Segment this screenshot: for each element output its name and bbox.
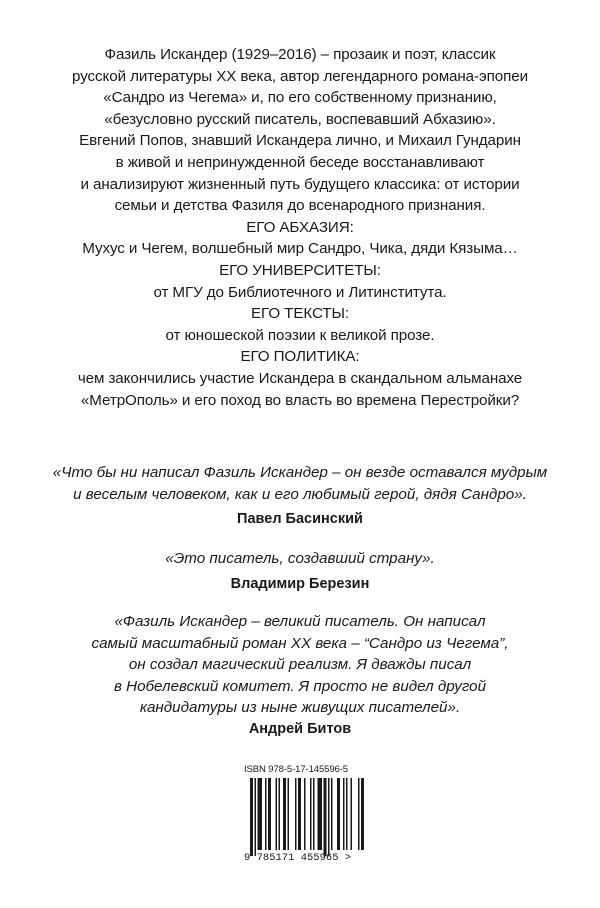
barcode-block (244, 764, 366, 864)
barcode-bar (304, 778, 306, 850)
isbn-label: ISBN 978-5-17-145596-5 (244, 764, 348, 775)
barcode-bar (331, 778, 333, 850)
intro-line: Евгений Попов, знавший Искандера лично, и Михаил Гундарин (79, 132, 521, 150)
barcode-bar (279, 778, 281, 850)
quote-line: «Фазиль Искандер – великий писатель. Он написал (114, 613, 486, 630)
section-heading: ЕГО УНИВЕРСИТЕТЫ: (219, 261, 381, 279)
barcode-bar (351, 778, 353, 850)
intro-line: Мухус и Чегем, волшебный мир Сандро, Чика, дяди Кязыма… (82, 240, 518, 258)
barcode-bar (258, 778, 263, 850)
barcode-bar (328, 778, 330, 856)
quote-line: он создал магический реализм. Я дважды писал (128, 656, 472, 674)
intro-line: семьи и детства Фазиля до всенародного признания. (114, 197, 486, 215)
section-heading: ЕГО АБХАЗИЯ: (246, 218, 354, 236)
intro-line: от МГУ до Библиотечного и Литинститута. (153, 283, 447, 301)
intro-line: в живой и непринужденной беседе восстанавливают (115, 153, 485, 171)
barcode-bar (358, 778, 360, 850)
barcode-bar (265, 778, 267, 850)
barcode-bar (337, 778, 340, 850)
barcode-digits: 9 785171 455965 > (244, 852, 352, 864)
annotation-text (40, 44, 560, 411)
quote-berezin (20, 548, 580, 595)
barcode-bar (343, 778, 345, 850)
barcode-bar (276, 778, 278, 850)
barcode-bar (361, 778, 364, 850)
barcode-bar (318, 778, 323, 850)
quote-line: «Это писатель, создавший страну». (165, 550, 435, 567)
barcode-bar (313, 778, 315, 850)
quote-text (20, 462, 580, 505)
section-heading: ЕГО ПОЛИТИКА: (240, 348, 360, 366)
quote-line: самый масштабный роман XX века – “Сандро из Чегема”, (91, 634, 509, 652)
intro-line: «безусловно русский писатель, воспевавший Абхазию». (104, 110, 496, 128)
barcode-bar (255, 778, 257, 856)
quote-author: Владимир Березин (230, 575, 370, 592)
barcode-graphic (244, 778, 366, 856)
quote-author: Андрей Битов (248, 720, 352, 737)
quote-line: в Нобелевский комитет. Я просто не видел другой (113, 677, 487, 695)
quote-text (20, 611, 580, 719)
barcode-bar (288, 778, 290, 850)
intro-line: и анализируют жизненный путь будущего классика: от истории (80, 175, 520, 193)
quote-line: и веселым человеком, как и его любимый герой, дядя Сандро». (73, 485, 527, 503)
barcode-bar (298, 778, 301, 850)
intro-line: от юношеской поэзии к великой прозе. (165, 326, 435, 344)
barcode-bar (324, 778, 327, 856)
quote-text (20, 548, 580, 570)
intro-line: русской литературы XX века, автор легендарного романа-эпопеи (72, 67, 528, 85)
intro-line: «Сандро из Чегема» и, по его собственному признанию, (103, 89, 497, 107)
quote-line: кандидатуры из ныне живущих писателей». (139, 699, 461, 717)
intro-line: Фазиль Искандер (1929–2016) – прозаик и поэт, классик (104, 46, 496, 63)
barcode-bar (250, 778, 253, 856)
barcode-bar (346, 778, 348, 850)
quote-author: Павел Басинский (237, 511, 363, 528)
quote-bitov (20, 611, 580, 741)
barcode-bar (310, 778, 312, 850)
section-heading: ЕГО ТЕКСТЫ: (251, 305, 349, 323)
barcode-bar (295, 778, 297, 850)
quote-basinsky (20, 462, 580, 531)
intro-line: чем закончились участие Искандера в скандальном альманахе (77, 369, 523, 387)
intro-line: «МетрОполь» и его поход во власть во времена Перестройки? (80, 391, 520, 409)
barcode-bar (283, 778, 286, 850)
quote-line: «Что бы ни написал Фазиль Искандер – он везде оставался мудрым (52, 464, 548, 481)
barcode-bar (268, 778, 271, 850)
